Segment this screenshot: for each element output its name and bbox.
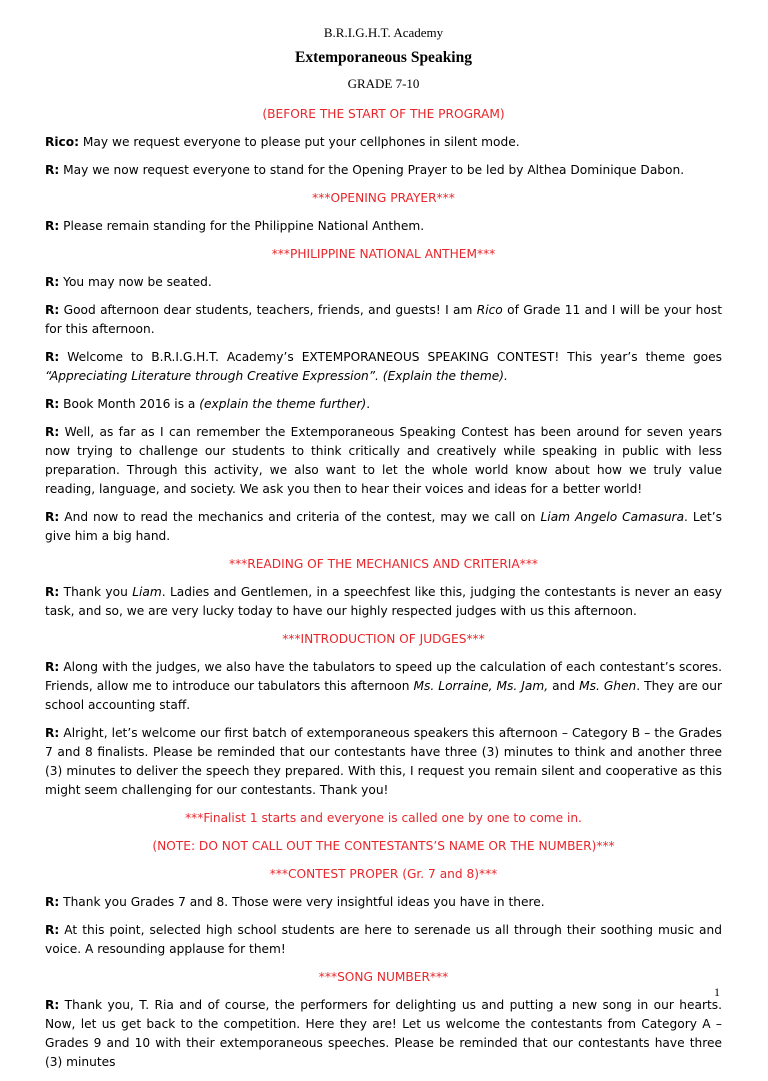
line-text: .: [366, 397, 371, 411]
stage-cue: (NOTE: DO NOT CALL OUT THE CONTESTANTS’S NAME OR THE NUMBER)***: [152, 839, 615, 853]
italic-text: Liam: [132, 585, 162, 599]
script-line: [45, 893, 722, 912]
line-text: At this point, selected high school students are here to serenade us all through their soothing music and voice. A resounding applause for them!: [45, 923, 722, 956]
speaker-label: R:: [45, 397, 60, 411]
speaker-label: R:: [45, 998, 60, 1012]
speaker-label: R:: [45, 163, 60, 177]
speaker-label: R:: [45, 275, 60, 289]
line-text: Well, as far as I can remember the Extemporaneous Speaking Contest has been around for seven years now trying to challenge our students to think critically and creatively while speaking in public with less preparation. Through this activity, we also want to let the whole world know about how we truly value reading, language, and society. We ask you then to hear their voices and ideas for a better world!: [45, 425, 722, 496]
script-line: [45, 161, 722, 180]
line-text: Book Month 2016 is a: [59, 397, 200, 411]
script-line: [45, 348, 722, 386]
italic-text: Rico: [476, 303, 503, 317]
line-text: Good afternoon dear students, teachers, friends, and guests! I am: [59, 303, 477, 317]
line-text: and: [548, 679, 580, 693]
script-line: [45, 217, 722, 236]
page-number: 1: [714, 985, 720, 999]
speaker-label: R:: [45, 510, 60, 524]
stage-cue: ***Finalist 1 starts and everyone is called one by one to come in.: [185, 811, 582, 825]
line-text: Please remain standing for the Philippine National Anthem.: [59, 219, 425, 233]
document-body: [45, 24, 722, 1081]
school-name: B.R.I.G.H.T. Academy: [323, 25, 444, 40]
line-text: Alright, let’s welcome our first batch of extemporaneous speakers this afternoon – Category B – the Grades 7 and 8 finalists. Please be reminded that our contestants have three (3) minutes to think and another three (3) minutes to deliver the speech they prepared. With this, I request you remain silent and cooperative as this might seem challenging for our contestants. Thank you!: [45, 726, 722, 797]
script-line: [45, 273, 722, 292]
italic-text: “Appreciating Literature through Creative Expression”. (Explain the theme).: [45, 369, 508, 383]
line-text: . They are our school accounting staff.: [45, 679, 722, 712]
speaker-label: R:: [45, 895, 60, 909]
document-title: Extemporaneous Speaking: [295, 49, 472, 66]
script-line: [45, 583, 722, 621]
stage-cue: ***PHILIPPINE NATIONAL ANTHEM***: [271, 247, 496, 261]
speaker-label: R:: [45, 585, 60, 599]
line-text: . Ladies and Gentlemen, in a speechfest like this, judging the contestants is never an easy task, and so, we are very lucky today to have our highly respected judges with us this afternoon.: [45, 585, 723, 618]
speaker-label: R:: [45, 350, 60, 364]
italic-text: Liam Angelo Camasura: [540, 510, 685, 524]
stage-cue: ***READING OF THE MECHANICS AND CRITERIA***: [228, 557, 539, 571]
script-line: [45, 921, 722, 959]
speaker-label: R:: [45, 303, 60, 317]
program-script: [45, 105, 722, 1072]
line-text: Along with the judges, we also have the tabulators to speed up the calculation of each contestant’s scores. Friends, allow me to introduce our tabulators this afternoon: [45, 660, 722, 693]
grade-level: GRADE 7-10: [347, 76, 420, 91]
script-line: [45, 395, 722, 414]
italic-text: Ms. Lorraine, Ms. Jam,: [413, 679, 549, 693]
script-line: [45, 658, 722, 715]
line-text: Thank you Grades 7 and 8. Those were very insightful ideas you have in there.: [59, 895, 545, 909]
italic-text: (explain the theme further): [199, 397, 367, 411]
stage-cue: ***CONTEST PROPER (Gr. 7 and 8)***: [269, 867, 498, 881]
stage-cue: ***SONG NUMBER***: [318, 970, 449, 984]
speaker-label: R:: [45, 425, 60, 439]
line-text: . Let’s give him a big hand.: [45, 510, 722, 543]
stage-cue: (BEFORE THE START OF THE PROGRAM): [262, 107, 505, 121]
line-text: of Grade 11 and I will be your host for this afternoon.: [45, 303, 722, 336]
script-line: [45, 301, 722, 339]
line-text: Thank you, T. Ria and of course, the performers for delighting us and putting a new song in our hearts. Now, let us get back to the competition. Here they are! Let us welcome the contestants from Category A – Grades 9 and 10 with their extemporaneous speeches. Please be reminded that our contestants have three (3) minutes: [45, 998, 722, 1069]
line-text: May we now request everyone to stand for the Opening Prayer to be led by Althea Dominique Dabon.: [59, 163, 685, 177]
line-text: Welcome to B.R.I.G.H.T. Academy’s EXTEMPORANEOUS SPEAKING CONTEST! This year’s theme goes: [59, 350, 722, 364]
speaker-label: R:: [45, 726, 60, 740]
speaker-label: R:: [45, 219, 60, 233]
script-line: [45, 423, 722, 499]
line-text: You may now be seated.: [59, 275, 212, 289]
speaker-label: R:: [45, 660, 60, 674]
speaker-label: R:: [45, 923, 60, 937]
italic-text: Ms. Ghen: [579, 679, 637, 693]
script-line: [45, 996, 722, 1072]
line-text: Thank you: [59, 585, 133, 599]
speaker-label: Rico:: [45, 135, 80, 149]
script-line: [45, 508, 722, 546]
line-text: May we request everyone to please put your cellphones in silent mode.: [79, 135, 520, 149]
line-text: And now to read the mechanics and criteria of the contest, may we call on: [59, 510, 541, 524]
script-line: [45, 133, 722, 152]
stage-cue: ***OPENING PRAYER***: [312, 191, 455, 205]
stage-cue: ***INTRODUCTION OF JUDGES***: [282, 632, 485, 646]
script-line: [45, 724, 722, 800]
